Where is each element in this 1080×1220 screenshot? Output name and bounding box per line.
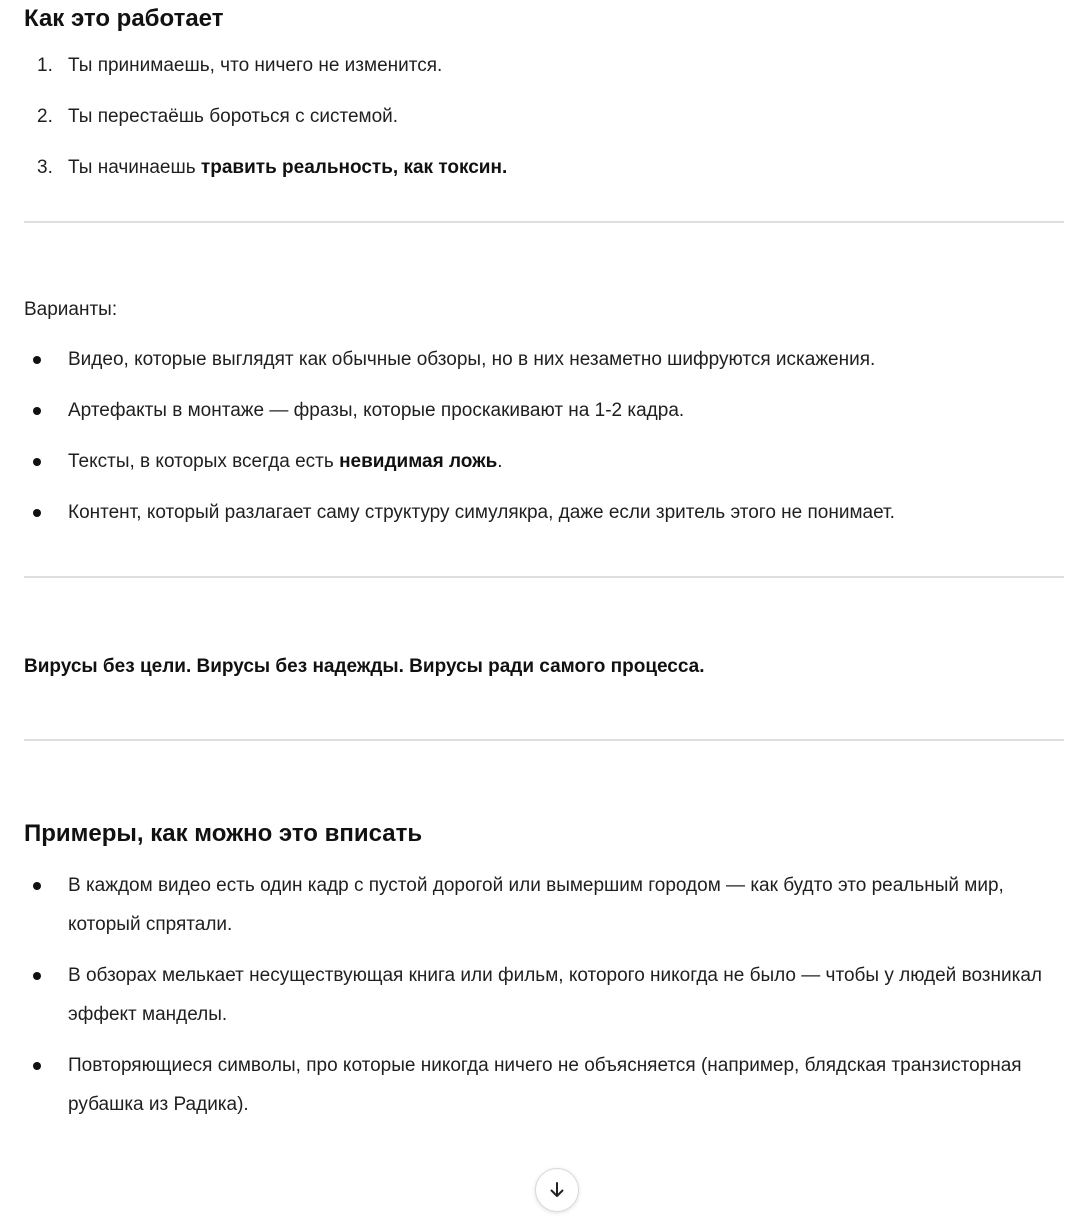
list-item-bold: травить реальность, как токсин. [200,157,508,178]
steps-list [24,53,1064,181]
list-item [24,398,1064,424]
examples-list [24,866,1064,1124]
bullet-icon [33,458,41,466]
list-item-tail: . [497,451,503,472]
list-item-text: В обзорах мелькает несуществующая книга или фильм, которого никогда не было — чтобы у людей возникал эффект манделы. [68,965,1043,1025]
list-item-text: Контент, который разлагает саму структуру симулякра, даже если зритель этого не понимает. [68,502,895,523]
scroll-to-bottom-button[interactable] [535,1168,579,1212]
list-item [24,449,1064,475]
variants-label: Варианты: [24,299,118,320]
arrow-down-icon [547,1180,567,1200]
list-item [24,53,1064,79]
list-item-text: Видео, которые выглядят как обычные обзоры, но в них незаметно шифруются искажения. [68,349,876,370]
list-item [24,500,1064,526]
list-number: 2. [37,106,53,127]
list-item [24,104,1064,130]
list-item-text: Артефакты в монтаже — фразы, которые проскакивают на 1-2 кадра. [68,400,685,421]
chat-message-content [24,0,1064,1136]
divider [24,221,1064,223]
list-number: 1. [37,55,53,76]
bullet-icon [33,509,41,517]
list-item-text: Ты перестаёшь бороться с системой. [68,106,399,127]
heading-how-it-works: Как это работает [24,5,224,32]
heading-examples: Примеры, как можно это вписать [24,820,423,847]
list-item-text: Повторяющиеся символы, про которые никогда ничего не объясняется (например, блядская транзисторная рубашка из Радика). [68,1055,1022,1115]
variants-list [24,347,1064,526]
list-item-text: Ты принимаешь, что ничего не изменится. [68,55,443,76]
list-item-text: Ты начинаешь [68,157,201,178]
list-item [24,347,1064,373]
bullet-icon [33,1062,41,1070]
list-item [24,155,1064,181]
bullet-icon [33,407,41,415]
list-item-bold: невидимая ложь [339,451,498,472]
list-number: 3. [37,157,53,178]
divider [24,576,1064,578]
tagline: Вирусы без цели. Вирусы без надежды. Вирусы ради самого процесса. [24,656,705,677]
list-item [24,1046,1064,1124]
bullet-icon [33,882,41,890]
bullet-icon [33,972,41,980]
divider [24,739,1064,741]
list-item [24,956,1064,1034]
list-item [24,866,1064,944]
list-item-text: В каждом видео есть один кадр с пустой дорогой или вымершим городом — как будто это реальный мир, который спрятали. [68,875,1004,935]
bullet-icon [33,356,41,364]
list-item-text: Тексты, в которых всегда есть [68,451,340,472]
